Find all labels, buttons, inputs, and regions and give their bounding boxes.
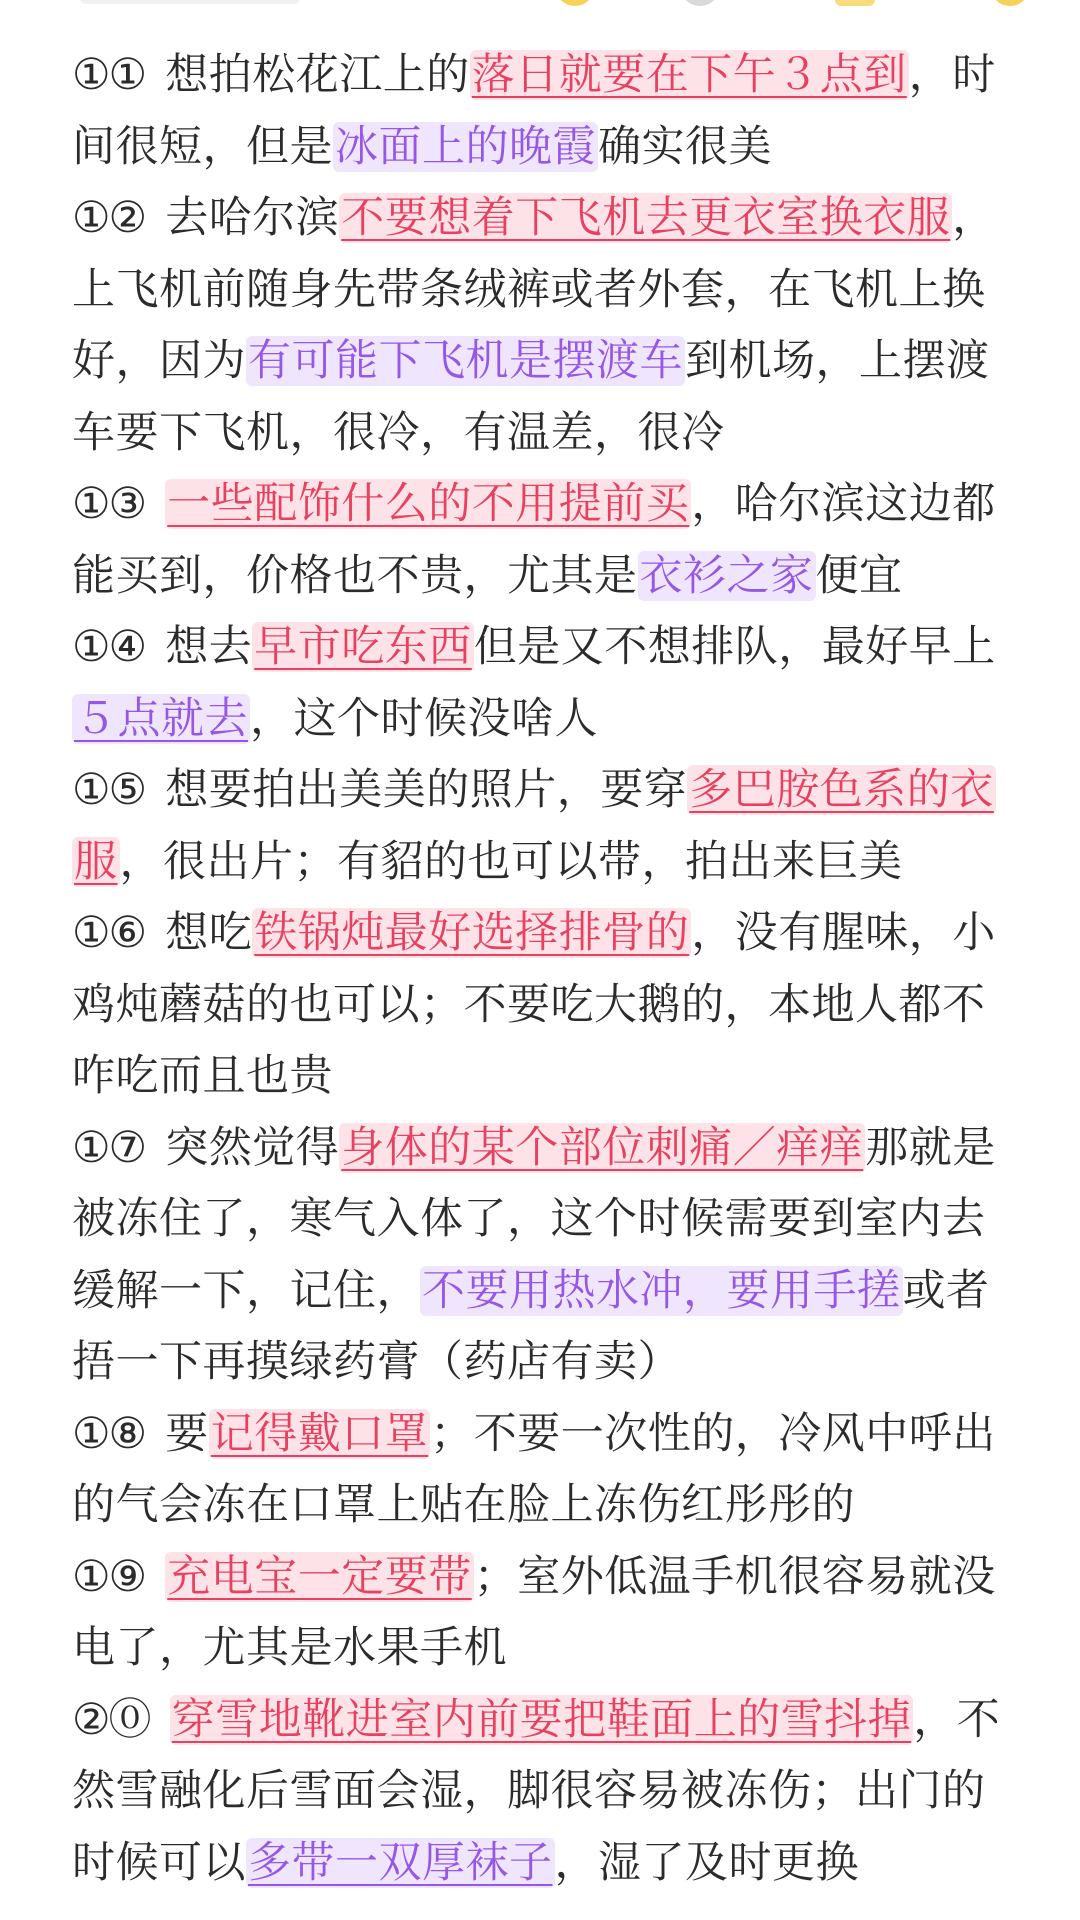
tip-text xyxy=(151,479,165,529)
tip-number: ②⓪ xyxy=(72,1694,150,1745)
tip-item xyxy=(72,183,1022,469)
tip-number: ①⑤ xyxy=(72,765,146,815)
tip-text: ，湿了及时更换 xyxy=(554,1837,859,1888)
tip-text xyxy=(156,1695,170,1745)
highlight-red: 充电宝一定要带 xyxy=(167,1551,472,1602)
tip-text: 确实很美 xyxy=(598,121,772,172)
tip-item xyxy=(72,1113,1022,1399)
tip-text: 但是又不想排队，最好早上 xyxy=(473,622,996,672)
emoji-icon xyxy=(555,0,595,6)
tip-item xyxy=(72,612,1022,755)
tip-text: 想吃 xyxy=(151,908,253,958)
emoji-icon xyxy=(680,0,720,6)
highlight-purple: 有可能下飞机是摆渡车 xyxy=(248,336,683,386)
tip-item xyxy=(72,1399,1022,1542)
highlight-red: 穿雪地靴进室内前要把鞋面上的雪抖掉 xyxy=(171,1694,912,1745)
tip-text: ，这个时候没啥人 xyxy=(250,693,598,744)
tip-number: ①⑨ xyxy=(72,1551,146,1602)
tip-text: 便宜 xyxy=(815,550,903,601)
highlight-purple: 冰面上的晚霞 xyxy=(335,121,596,172)
cropped-header-remnant xyxy=(0,0,1080,18)
emoji-icon xyxy=(835,0,875,6)
tip-text: 突然觉得 xyxy=(151,1122,340,1173)
tip-text: ，哈尔滨这边都能买到，价格也不贵，尤其是 xyxy=(72,479,996,601)
tip-item xyxy=(72,1685,1022,1900)
tip-text: 想要拍出美美的照片，要穿 xyxy=(151,765,688,815)
tip-text: ；室外低温手机很容易就没电了，尤其是水果手机 xyxy=(72,1551,996,1673)
highlight-red: 一些配饰什么的不用提前买 xyxy=(167,479,690,529)
tip-number: ①④ xyxy=(72,622,146,672)
highlight-red: 身体的某个部位刺痛／痒痒 xyxy=(341,1122,864,1173)
tip-text: 要 xyxy=(151,1408,209,1459)
highlight-purple: 衣衫之家 xyxy=(639,550,814,601)
tip-number: ①① xyxy=(72,50,146,100)
highlight-purple: ５点就去 xyxy=(74,693,248,744)
tip-item xyxy=(72,755,1022,898)
tip-text xyxy=(151,1552,165,1602)
tip-text: ，没有腥味，小鸡炖蘑菇的也可以；不要吃大鹅的，本地人都不咋吃而且也贵 xyxy=(72,908,996,1101)
emoji-icon xyxy=(990,0,1030,6)
tip-number: ①⑦ xyxy=(72,1122,146,1173)
tip-item xyxy=(72,898,1022,1113)
cropped-text-remnant xyxy=(80,0,300,4)
highlight-red: 早市吃东西 xyxy=(254,622,472,672)
tip-text: ，时间很短，但是 xyxy=(72,50,996,172)
tip-text: ，不然雪融化后雪面会湿，脚很容易被冻伤；出门的时候可以 xyxy=(72,1694,1001,1888)
tip-text: 想去 xyxy=(151,622,253,672)
tip-text: ，上飞机前随身先带条绒裤或者外套，在飞机上换好，因为 xyxy=(72,193,996,386)
tip-item xyxy=(72,1542,1022,1685)
tip-text: ；不要一次性的，冷风中呼出的气会冻在口罩上贴在脸上冻伤红彤彤的 xyxy=(72,1408,996,1530)
tips-list xyxy=(72,40,1022,1899)
tip-text: 到机场，上摆渡车要下飞机，很冷，有温差，很冷 xyxy=(72,336,990,458)
tip-number: ①⑧ xyxy=(72,1408,146,1459)
tip-number: ①③ xyxy=(72,479,146,529)
highlight-red: 记得戴口罩 xyxy=(210,1408,429,1459)
highlight-red: 铁锅炖最好选择排骨的 xyxy=(254,908,690,958)
highlight-purple: 不要用热水冲，要用手搓 xyxy=(422,1265,901,1316)
highlight-red: 多巴胺色系的衣服 xyxy=(74,765,994,887)
tip-item xyxy=(72,469,1022,612)
highlight-purple: 多带一双厚袜子 xyxy=(248,1837,553,1888)
tip-text: ，很出片；有貂的也可以带，拍出来巨美 xyxy=(119,836,903,887)
tip-text: 那就是被冻住了，寒气入体了，这个时候需要到室内去缓解一下，记住， xyxy=(72,1122,996,1316)
highlight-red: 不要想着下飞机去更衣室换衣服 xyxy=(341,193,951,243)
tip-text: 或者捂一下再摸绿药膏（药店有卖） xyxy=(72,1265,990,1387)
highlight-red: 落日就要在下午３点到 xyxy=(471,50,907,100)
tip-item xyxy=(72,40,1022,183)
tip-text: 想拍松花江上的 xyxy=(151,50,470,100)
tip-text: 去哈尔滨 xyxy=(151,193,340,243)
tip-number: ①② xyxy=(72,193,146,243)
tip-number: ①⑥ xyxy=(72,908,146,958)
